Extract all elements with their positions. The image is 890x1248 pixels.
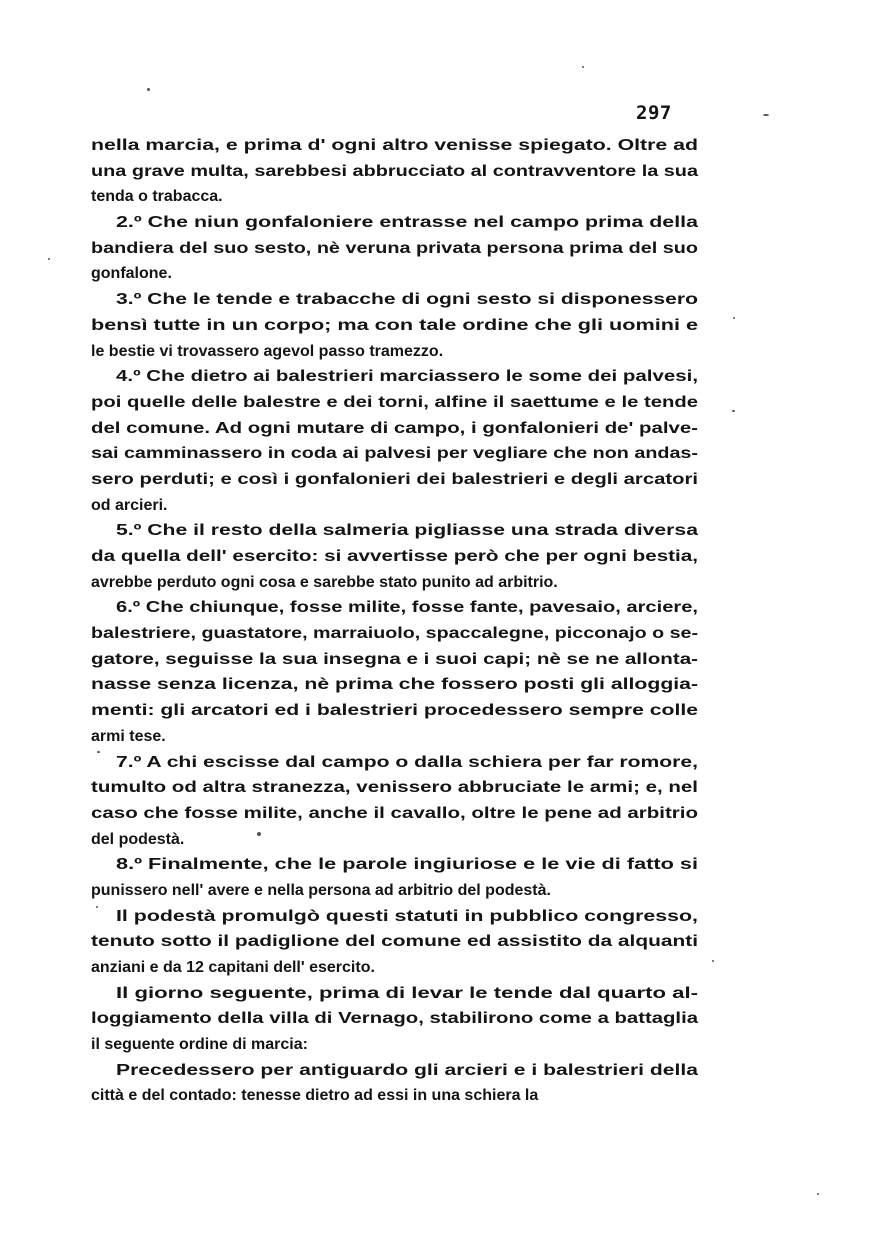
text-line — [91, 595, 698, 621]
text-line-content: nasse senza licenza, nè prima che fossero posti gli alloggia- — [91, 676, 699, 694]
text-line — [91, 493, 698, 519]
scan-speck — [48, 258, 50, 260]
text-line — [91, 647, 698, 673]
text-line-content: poi quelle delle balestre e dei torni, alfine il saettume e le tende — [91, 393, 699, 411]
text-line-content: 5.º Che il resto della salmeria pigliasse una strada diversa — [116, 522, 698, 540]
text-line-content: avrebbe perduto ogni cosa e sarebbe stato punito ad arbitrio. — [91, 573, 558, 591]
scan-speck — [712, 960, 714, 962]
text-line — [91, 929, 698, 955]
text-line — [91, 981, 698, 1007]
text-line — [91, 441, 698, 467]
text-line-content: balestriere, guastatore, marraiuolo, spaccalegne, picconajo o se- — [91, 625, 699, 643]
text-line-content: bandiera del suo sesto, nè veruna privata persona prima del suo — [91, 239, 698, 257]
scan-speck — [147, 88, 150, 91]
text-line-content: punissero nell' avere e nella persona ad arbitrio del podestà. — [91, 881, 551, 899]
text-line-content: tenda o trabacca. — [91, 188, 223, 206]
text-line — [91, 518, 698, 544]
text-line-content: loggiamento della villa di Vernago, stabilirono come a battaglia — [91, 1010, 698, 1028]
text-line — [91, 698, 698, 724]
text-line-content: del podestà. — [91, 830, 185, 848]
text-line — [91, 904, 698, 930]
text-line-content: del comune. Ad ogni mutare di campo, i gonfalonieri de' palve- — [91, 419, 698, 437]
text-line — [91, 724, 698, 750]
text-line-content: Il giorno seguente, prima di levar le tende dal quarto al- — [116, 984, 699, 1002]
text-line — [91, 1006, 698, 1032]
text-line — [91, 236, 698, 262]
text-line — [91, 1083, 698, 1109]
page-number: 297 — [636, 102, 672, 124]
scan-speck — [257, 832, 261, 836]
text-line-content: città e del contado: tenesse dietro ad essi in una schiera la — [91, 1087, 539, 1105]
text-line — [91, 184, 698, 210]
text-line-content: menti: gli arcatori ed i balestrieri procedessero sempre colle — [91, 702, 699, 720]
text-line-content: 2.º Che niun gonfaloniere entrasse nel campo prima della — [116, 214, 698, 232]
text-line — [91, 1032, 698, 1058]
text-line-content: sai camminassero in coda ai palvesi per vegliare che non andas- — [91, 445, 698, 463]
text-line — [91, 159, 698, 185]
text-line-content: caso che fosse milite, anche il cavallo, oltre le pene ad arbitrio — [91, 804, 698, 822]
text-line — [91, 852, 698, 878]
text-line — [91, 570, 698, 596]
text-line-content: Il podestà promulgò questi statuti in pubblico congresso, — [116, 907, 698, 925]
text-line-content: gatore, seguisse la sua insegna e i suoi capi; nè se ne allonta- — [91, 650, 699, 668]
text-line — [91, 467, 698, 493]
text-line-content: il seguente ordine di marcia: — [91, 1036, 308, 1054]
scan-speck — [732, 410, 735, 412]
text-line — [91, 416, 698, 442]
text-line-content: tumulto od altra stranezza, venissero abbruciate le armi; e, nel — [91, 779, 698, 797]
text-line — [91, 133, 698, 159]
text-line-content: od arcieri. — [91, 496, 168, 514]
text-line-content: tenuto sotto il padiglione del comune ed assistito da alquanti — [91, 933, 699, 951]
text-line-content: 3.º Che le tende e trabacche di ogni sesto si disponessero — [116, 291, 698, 309]
text-line — [91, 775, 698, 801]
text-line-content: nella marcia, e prima d' ogni altro venisse spiegato. Oltre ad — [91, 137, 699, 154]
text-line-content: armi tese. — [91, 727, 166, 745]
text-line — [91, 1058, 698, 1084]
text-line-content: 4.º Che dietro ai balestrieri marciassero le some dei palvesi, — [116, 368, 699, 386]
text-line-content: bensì tutte in un corpo; ma con tale ordine che gli uomini e — [91, 316, 699, 334]
text-line — [91, 544, 698, 570]
text-line — [91, 313, 698, 339]
text-line — [91, 955, 698, 981]
text-line — [91, 878, 698, 904]
body-text — [91, 133, 698, 1109]
scan-speck — [97, 751, 100, 753]
text-line — [91, 339, 698, 365]
text-line — [91, 210, 698, 236]
text-line-content: una grave multa, sarebbesi abbrucciato al contravventore la sua — [91, 162, 698, 180]
text-line — [91, 621, 698, 647]
text-line-content: sero perduti; e così i gonfalonieri dei balestrieri e degli arcatori — [91, 470, 699, 488]
text-line — [91, 827, 698, 853]
text-line — [91, 390, 698, 416]
text-line — [91, 287, 698, 313]
text-line-content: anziani e da 12 capitani dell' esercito. — [91, 959, 375, 976]
text-line-content: gonfalone. — [91, 265, 172, 283]
text-line — [91, 750, 698, 776]
text-line — [91, 364, 698, 390]
text-line — [91, 261, 698, 287]
text-line-content: le bestie vi trovassero agevol passo tramezzo. — [91, 342, 444, 360]
text-line-content: 8.º Finalmente, che le parole ingiuriose e le vie di fatto si — [116, 856, 699, 874]
text-line-content: da quella dell' esercito: si avvertisse però che per ogni bestia, — [91, 548, 699, 565]
text-line-content: 7.º A chi escisse dal campo o dalla schiera per far romore, — [116, 753, 698, 771]
text-line-content: Precedessero per antiguardo gli arcieri e i balestrieri della — [116, 1061, 699, 1079]
text-line-content: 6.º Che chiunque, fosse milite, fosse fante, pavesaio, arciere, — [116, 599, 699, 617]
scan-speck — [763, 114, 769, 116]
text-line — [91, 672, 698, 698]
scan-speck — [817, 1193, 819, 1195]
scan-speck — [733, 317, 735, 319]
text-line — [91, 801, 698, 827]
scan-speck — [96, 906, 98, 908]
scan-speck — [582, 66, 584, 68]
